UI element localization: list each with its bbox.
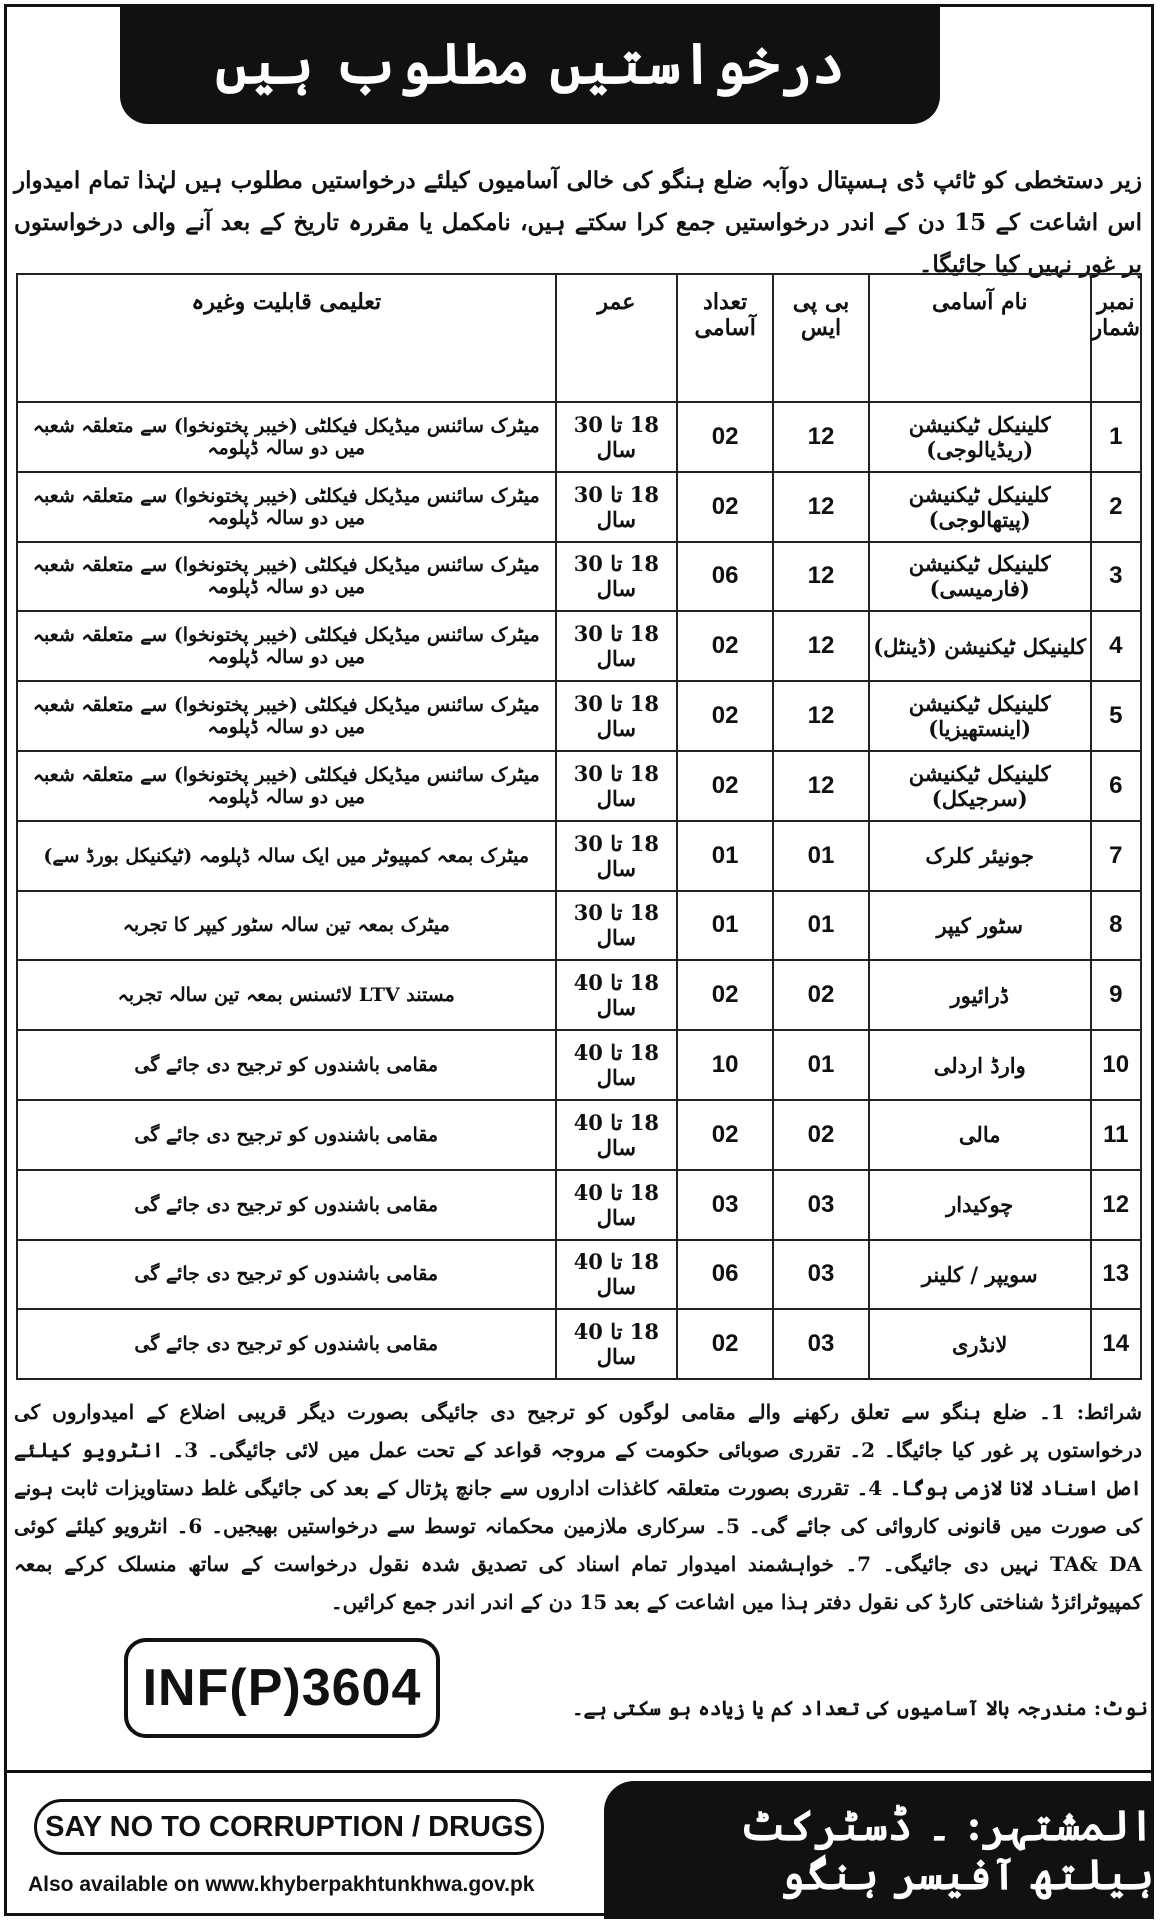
cell-age: 18 تا 30 سال [556,542,678,612]
table-row [17,402,1141,472]
cell-qualification: میٹرک سائنس میڈیکل فیکلٹی (خیبر پختونخوا) سے متعلقہ شعبہ میں دو سالہ ڈپلومہ [17,611,556,681]
table-row [17,681,1141,751]
cell-bps: 12 [773,751,869,821]
cell-posts: 02 [677,1100,773,1170]
cell-bps: 03 [773,1170,869,1240]
cell-name: سویپر / کلینر [869,1240,1091,1310]
conditions-paragraph: شرائط: 1۔ ضلع ہنگو سے تعلق رکھنے والے مقامی لوگوں کو ترجیح دی جائیگی بصورت دیگر قریبی اضلاع کے امیدواروں کی درخواستوں پر غور کیا جائیگا۔ 2۔ تقرری صوبائی حکومت کے مروجہ قواعد کے تحت عمل میں لائی جائیگی۔ 3۔ انٹرویو کیلئے اصل اسناد لانا لازمی ہوگا۔ 4۔ تقرری بصورت متعلقہ کاغذات اداروں سے جانچ پڑتال کے بعد کی جائیگی غلط دستاویزات ثابت ہونے کی صورت میں قانونی کاروائی کی جائے گی۔ 5۔ سرکاری ملازمین محکمانہ توسط سے درخواستیں بھیجیں۔ 6۔ انٹرویو کیلئے کوئی TA& DA نہیں دی جائیگی۔ 7۔ خواہشمند امیدوار تمام اسناد کی تصدیق شدہ نقول درخواست کے ساتھ منسلک کرکے بمعہ کمپیوٹرائزڈ شناختی کارڈ کی نقول دفتر ہذا میں اشاعت کے بعد 15 دن کے اندر اندر جمع کرائیں۔ [14,1400,1143,1614]
cell-serial: 2 [1091,472,1141,542]
cell-bps: 01 [773,1030,869,1100]
cell-age: 18 تا 40 سال [556,1240,678,1310]
cell-age: 18 تا 40 سال [556,1100,678,1170]
table-row [17,1030,1141,1100]
cell-bps: 12 [773,611,869,681]
cell-posts: 02 [677,472,773,542]
website-text: Also available on www.khyberpakhtunkhwa.gov.pk [28,1873,535,1896]
cell-name: کلینیکل ٹیکنیشن (ڈینٹل) [869,611,1091,681]
cell-serial: 8 [1091,891,1141,961]
title-banner [120,4,940,124]
cell-serial: 4 [1091,611,1141,681]
cell-serial: 12 [1091,1170,1141,1240]
cell-qualification: میٹرک سائنس میڈیکل فیکلٹی (خیبر پختونخوا) سے متعلقہ شعبہ میں دو سالہ ڈپلومہ [17,751,556,821]
header-bps: بی پی ایس [773,274,869,402]
note-text: نوٹ: مندرجہ بالا آسامیوں کی تعداد کم یا زیادہ ہو سکتی ہے۔ [571,1696,1148,1720]
table-row [17,1240,1141,1310]
cell-posts: 10 [677,1030,773,1100]
cell-bps: 12 [773,402,869,472]
table-row [17,960,1141,1030]
cell-name: جونیئر کلرک [869,821,1091,891]
cell-serial: 3 [1091,542,1141,612]
advertiser-banner [604,1781,1154,1919]
table-row [17,611,1141,681]
cell-bps: 01 [773,891,869,961]
cell-age: 18 تا 40 سال [556,1030,678,1100]
cell-posts: 01 [677,891,773,961]
cell-serial: 10 [1091,1030,1141,1100]
cell-qualification: مقامی باشندوں کو ترجیح دی جائے گی [17,1240,556,1310]
cell-qualification: مقامی باشندوں کو ترجیح دی جائے گی [17,1100,556,1170]
cell-age: 18 تا 30 سال [556,402,678,472]
cell-posts: 02 [677,681,773,751]
cell-posts: 02 [677,611,773,681]
cell-name: چوکیدار [869,1170,1091,1240]
cell-age: 18 تا 30 سال [556,821,678,891]
cell-name: وارڈ اردلی [869,1030,1091,1100]
table-row [17,1170,1141,1240]
cell-name: ڈرائیور [869,960,1091,1030]
table-row [17,821,1141,891]
cell-age: 18 تا 30 سال [556,611,678,681]
anti-corruption-slogan: SAY NO TO CORRUPTION / DRUGS [34,1799,544,1855]
cell-serial: 13 [1091,1240,1141,1310]
cell-qualification: میٹرک سائنس میڈیکل فیکلٹی (خیبر پختونخوا) سے متعلقہ شعبہ میں دو سالہ ڈپلومہ [17,472,556,542]
cell-name: لانڈری [869,1309,1091,1379]
cell-serial: 11 [1091,1100,1141,1170]
cell-posts: 02 [677,1309,773,1379]
cell-name: کلینیکل ٹیکنیشن (پیتھالوجی) [869,472,1091,542]
header-serial: نمبر شمار [1091,274,1141,402]
cell-qualification: میٹرک سائنس میڈیکل فیکلٹی (خیبر پختونخوا) سے متعلقہ شعبہ میں دو سالہ ڈپلومہ [17,542,556,612]
cell-bps: 01 [773,821,869,891]
cell-age: 18 تا 40 سال [556,1170,678,1240]
cell-bps: 02 [773,1100,869,1170]
table-row [17,542,1141,612]
cell-serial: 6 [1091,751,1141,821]
footer [4,1770,1154,1916]
table-row [17,472,1141,542]
cell-age: 18 تا 30 سال [556,891,678,961]
cell-age: 18 تا 30 سال [556,751,678,821]
header-posts: تعداد آسامی [677,274,773,402]
cell-qualification: مقامی باشندوں کو ترجیح دی جائے گی [17,1309,556,1379]
cell-posts: 02 [677,960,773,1030]
cell-serial: 1 [1091,402,1141,472]
cell-name: کلینیکل ٹیکنیشن (فارمیسی) [869,542,1091,612]
table-row [17,751,1141,821]
cell-bps: 03 [773,1240,869,1310]
intro-paragraph: زیر دستخطی کو ٹائپ ڈی ہسپتال دوآبہ ضلع ہنگو کی خالی آسامیوں کیلئے درخواستیں مطلوب ہیں لہٰذا تمام امیدوار اس اشاعت کے 15 دن کے اندر درخواستیں جمع کرا سکتے ہیں، نامکمل یا مقررہ تاریخ کے بعد آنے والی درخواستوں پر غور نہیں کیا جائیگا۔ [14,167,1142,278]
cell-age: 18 تا 40 سال [556,1309,678,1379]
cell-name: کلینیکل ٹیکنیشن (اینستھیزیا) [869,681,1091,751]
cell-serial: 9 [1091,960,1141,1030]
cell-bps: 02 [773,960,869,1030]
cell-name: سٹور کیپر [869,891,1091,961]
advertiser-label: المشتہر: ۔ ڈسٹرکٹ ہیلتھ آفیسر ہنگو [740,1801,1154,1899]
cell-qualification: میٹرک بمعہ کمپیوٹر میں ایک سالہ ڈپلومہ (ٹیکنیکل بورڈ سے) [17,821,556,891]
header-name: نام آسامی [869,274,1091,402]
cell-serial: 7 [1091,821,1141,891]
posts-table [16,273,1142,1380]
cell-age: 18 تا 30 سال [556,472,678,542]
cell-age: 18 تا 40 سال [556,960,678,1030]
cell-qualification: میٹرک بمعہ تین سالہ سٹور کیپر کا تجربہ [17,891,556,961]
cell-posts: 03 [677,1170,773,1240]
table-header-row [17,274,1141,402]
cell-serial: 5 [1091,681,1141,751]
cell-name: مالی [869,1100,1091,1170]
inf-code-box: INF(P)3604 [124,1638,440,1738]
page-title: درخواستیں مطلوب ہیں [215,31,845,97]
header-qualification: تعلیمی قابلیت وغیرہ [17,274,556,402]
cell-posts: 01 [677,821,773,891]
cell-posts: 02 [677,402,773,472]
table-row [17,891,1141,961]
cell-bps: 12 [773,542,869,612]
cell-name: کلینیکل ٹیکنیشن (ریڈیالوجی) [869,402,1091,472]
cell-qualification: مقامی باشندوں کو ترجیح دی جائے گی [17,1030,556,1100]
cell-qualification: مقامی باشندوں کو ترجیح دی جائے گی [17,1170,556,1240]
cell-age: 18 تا 30 سال [556,681,678,751]
table-row [17,1100,1141,1170]
cell-qualification: میٹرک سائنس میڈیکل فیکلٹی (خیبر پختونخوا) سے متعلقہ شعبہ میں دو سالہ ڈپلومہ [17,681,556,751]
cell-serial: 14 [1091,1309,1141,1379]
cell-bps: 03 [773,1309,869,1379]
cell-qualification: میٹرک سائنس میڈیکل فیکلٹی (خیبر پختونخوا) سے متعلقہ شعبہ میں دو سالہ ڈپلومہ [17,402,556,472]
table-body [17,402,1141,1379]
cell-posts: 06 [677,1240,773,1310]
cell-bps: 12 [773,472,869,542]
cell-qualification: مستند LTV لائسنس بمعہ تین سالہ تجربہ [17,960,556,1030]
table-row [17,1309,1141,1379]
cell-name: کلینیکل ٹیکنیشن (سرجیکل) [869,751,1091,821]
cell-posts: 06 [677,542,773,612]
cell-bps: 12 [773,681,869,751]
header-age: عمر [556,274,678,402]
cell-posts: 02 [677,751,773,821]
